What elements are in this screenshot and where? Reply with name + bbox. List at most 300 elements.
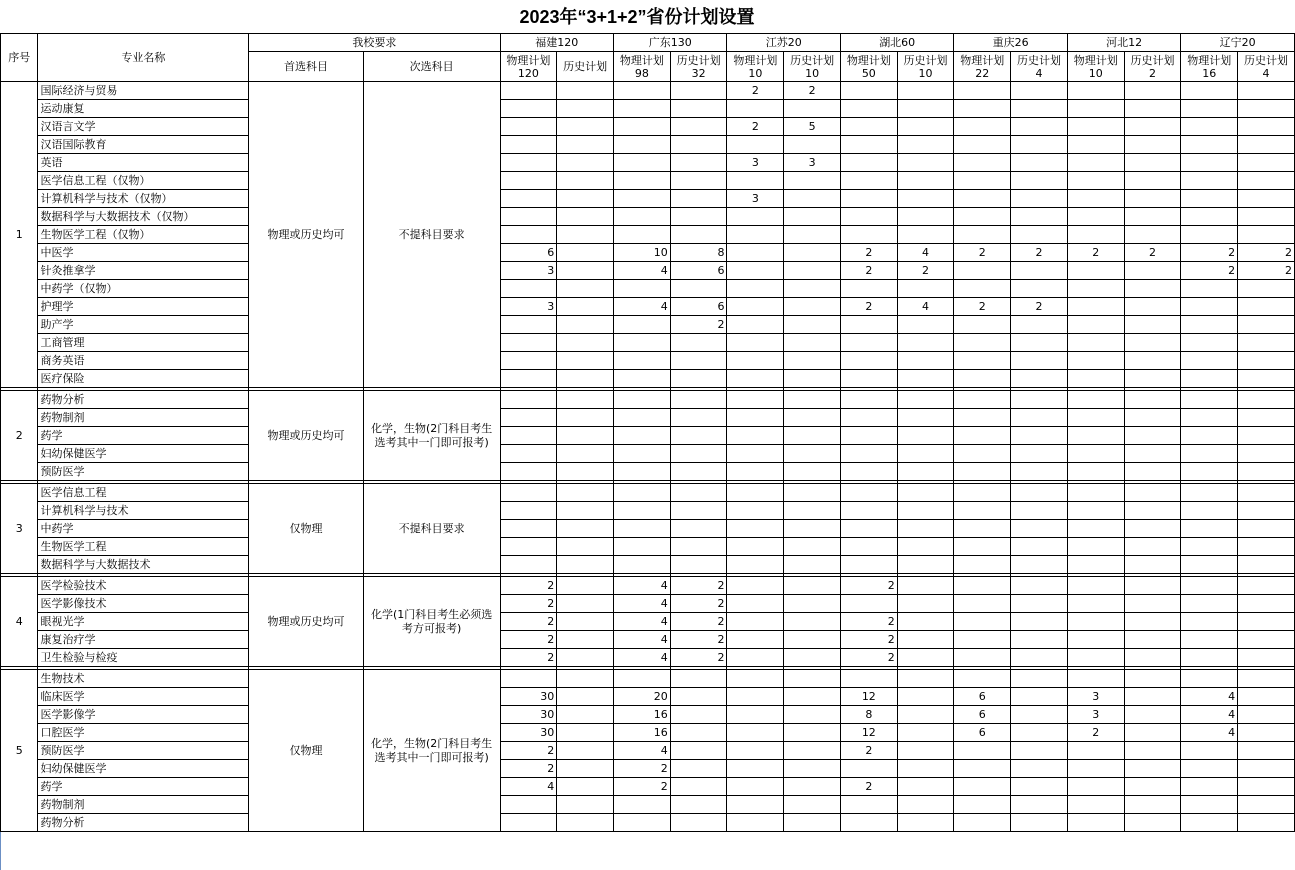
physics-plan-header: 物理计划 22 [954,52,1011,82]
plan-value: 4 [1181,724,1238,742]
plan-value [1181,556,1238,574]
plan-value [1011,226,1068,244]
group-seq: 5 [1,670,38,832]
history-plan-header: 历史计划 4 [1238,52,1295,82]
table-row [1,631,1295,649]
plan-value [840,409,897,427]
plan-value [840,226,897,244]
plan-value [1238,334,1295,352]
plan-value [954,334,1011,352]
plan-value [500,796,557,814]
plan-value [897,280,954,298]
plan-value [1124,760,1181,778]
table-row [1,226,1295,244]
second-subject-header: 次选科目 [363,52,500,82]
plan-value [557,814,614,832]
plan-value [1011,262,1068,280]
major-name: 汉语言文学 [38,118,249,136]
plan-value [1067,778,1124,796]
plan-value [670,427,727,445]
plan-value [670,538,727,556]
plan-value [1238,796,1295,814]
plan-value [897,814,954,832]
plan-value [954,484,1011,502]
plan-value [954,190,1011,208]
plan-value [1011,649,1068,667]
plan-value [1067,262,1124,280]
plan-value [784,226,841,244]
plan-value [557,649,614,667]
plan-value [1011,316,1068,334]
plan-value [1011,520,1068,538]
plan-value [670,670,727,688]
plan-value: 2 [840,613,897,631]
plan-value [670,484,727,502]
plan-value [670,172,727,190]
plan-value [557,352,614,370]
plan-value [1067,556,1124,574]
plan-value [1124,649,1181,667]
plan-value [954,409,1011,427]
plan-value [784,100,841,118]
plan-value [1124,316,1181,334]
plan-value [1067,100,1124,118]
plan-value [784,445,841,463]
plan-value [1238,391,1295,409]
plan-value [1067,484,1124,502]
plan-value: 12 [840,688,897,706]
group-first-subject: 物理或历史均可 [249,82,364,388]
plan-value: 2 [727,118,784,136]
plan-value [1011,484,1068,502]
plan-value [557,136,614,154]
plan-value [614,352,671,370]
plan-value [1124,391,1181,409]
plan-value [670,706,727,724]
plan-value: 2 [897,262,954,280]
plan-value [614,118,671,136]
group-first-subject: 仅物理 [249,670,364,832]
plan-value [897,688,954,706]
major-name: 眼视光学 [38,613,249,631]
plan-value [784,484,841,502]
plan-value [784,649,841,667]
province-header: 河北12 [1067,34,1180,52]
plan-value [1238,577,1295,595]
group-seq: 1 [1,82,38,388]
table-row [1,502,1295,520]
plan-value [670,280,727,298]
major-name: 药物分析 [38,391,249,409]
plan-value [557,334,614,352]
major-name: 预防医学 [38,742,249,760]
major-name: 医疗保险 [38,370,249,388]
plan-value: 8 [670,244,727,262]
plan-value [614,484,671,502]
plan-value [1067,226,1124,244]
table-row [1,520,1295,538]
table-row [1,154,1295,172]
plan-value [727,577,784,595]
plan-value [840,172,897,190]
plan-value [1238,280,1295,298]
plan-value [897,577,954,595]
plan-value [1181,391,1238,409]
plan-value [1238,208,1295,226]
plan-value [784,502,841,520]
plan-value [557,154,614,172]
plan-value [670,208,727,226]
table-row [1,556,1295,574]
plan-value: 2 [670,649,727,667]
plan-value [954,280,1011,298]
plan-value [954,226,1011,244]
plan-value [784,409,841,427]
plan-value [1238,595,1295,613]
province-header: 广东130 [614,34,727,52]
plan-value [727,391,784,409]
group-first-subject: 物理或历史均可 [249,577,364,667]
plan-value [1067,796,1124,814]
major-name: 药物制剂 [38,796,249,814]
province-header: 湖北60 [840,34,953,52]
plan-value [897,409,954,427]
plan-value [897,154,954,172]
major-name: 卫生检验与检疫 [38,649,249,667]
plan-value [1067,208,1124,226]
major-name: 中药学（仅物） [38,280,249,298]
plan-value [1067,370,1124,388]
table-row [1,298,1295,316]
plan-value [727,724,784,742]
plan-value [727,613,784,631]
plan-value: 6 [954,724,1011,742]
major-name: 生物技术 [38,670,249,688]
plan-value [1238,631,1295,649]
major-name: 英语 [38,154,249,172]
plan-value [614,463,671,481]
plan-value [1181,172,1238,190]
plan-value [840,538,897,556]
plan-value [1238,688,1295,706]
plan-value [897,352,954,370]
plan-value [1238,706,1295,724]
plan-value [557,298,614,316]
plan-value [1124,118,1181,136]
table-row [1,262,1295,280]
plan-value [954,445,1011,463]
plan-value [897,484,954,502]
plan-value: 3 [500,262,557,280]
group-seq: 4 [1,577,38,667]
plan-value [1011,118,1068,136]
plan-value [670,226,727,244]
plan-value [954,352,1011,370]
plan-value [1181,334,1238,352]
plan-value: 6 [500,244,557,262]
plan-value [557,208,614,226]
plan-value [1181,118,1238,136]
plan-value [614,370,671,388]
plan-value: 2 [840,778,897,796]
plan-value [557,226,614,244]
plan-value: 20 [614,688,671,706]
major-name: 医学信息工程（仅物） [38,172,249,190]
plan-value [670,760,727,778]
plan-value [784,391,841,409]
plan-value [840,463,897,481]
plan-value [1181,484,1238,502]
plan-value [1181,577,1238,595]
plan-value [1238,316,1295,334]
plan-value [500,520,557,538]
plan-value [1067,391,1124,409]
plan-value [557,172,614,190]
plan-value [1067,463,1124,481]
plan-value [784,244,841,262]
plan-value [1238,538,1295,556]
plan-value [614,556,671,574]
plan-value: 2 [840,577,897,595]
plan-value [500,556,557,574]
plan-value [954,778,1011,796]
plan-value [1124,613,1181,631]
plan-value [1238,814,1295,832]
physics-plan-header: 物理计划 98 [614,52,671,82]
plan-value [840,445,897,463]
history-plan-header: 历史计划 10 [897,52,954,82]
plan-value [614,502,671,520]
plan-value [1124,172,1181,190]
major-name: 生物医学工程（仅物） [38,226,249,244]
plan-value [1181,670,1238,688]
plan-value [557,595,614,613]
plan-value: 2 [500,577,557,595]
plan-value [840,316,897,334]
plan-value [1067,154,1124,172]
plan-value [1011,190,1068,208]
major-name: 商务英语 [38,352,249,370]
plan-value [1124,538,1181,556]
group-first-subject: 物理或历史均可 [249,391,364,481]
plan-value [897,100,954,118]
plan-value [670,742,727,760]
plan-value [1181,82,1238,100]
plan-value [670,688,727,706]
plan-value [500,670,557,688]
plan-value [727,208,784,226]
plan-value [784,136,841,154]
plan-value: 2 [840,262,897,280]
plan-value [727,244,784,262]
plan-value [500,427,557,445]
plan-value [840,82,897,100]
plan-value [840,118,897,136]
plan-value: 6 [670,262,727,280]
plan-value [670,502,727,520]
plan-value [670,118,727,136]
plan-value [784,631,841,649]
plan-value [1011,556,1068,574]
plan-value [784,577,841,595]
table-row [1,208,1295,226]
plan-value [1124,427,1181,445]
plan-value [727,796,784,814]
plan-value [1124,409,1181,427]
group-first-subject: 仅物理 [249,484,364,574]
plan-value [840,190,897,208]
plan-value [727,262,784,280]
plan-value: 4 [500,778,557,796]
major-name: 预防医学 [38,463,249,481]
plan-value [784,796,841,814]
plan-value [557,778,614,796]
plan-value: 2 [670,316,727,334]
physics-plan-header: 物理计划 50 [840,52,897,82]
plan-value [840,427,897,445]
plan-value [670,463,727,481]
plan-value [614,136,671,154]
plan-value [784,538,841,556]
plan-value: 2 [840,244,897,262]
table-row [1,244,1295,262]
plan-value [1067,520,1124,538]
seq-header: 序号 [1,34,38,82]
physics-plan-header: 物理计划 120 [500,52,557,82]
plan-value [1124,100,1181,118]
plan-value [557,742,614,760]
plan-value [1067,631,1124,649]
plan-value [1124,208,1181,226]
plan-value: 4 [897,298,954,316]
plan-value: 2 [1067,724,1124,742]
plan-value [1011,280,1068,298]
plan-value: 2 [784,82,841,100]
plan-value [1124,370,1181,388]
plan-value: 4 [614,742,671,760]
plan-value [897,445,954,463]
plan-value [670,190,727,208]
plan-value [954,631,1011,649]
plan-value [727,100,784,118]
plan-value [954,595,1011,613]
plan-value [1181,100,1238,118]
history-plan-header: 历史计划 4 [1011,52,1068,82]
plan-value [500,445,557,463]
plan-value [1124,352,1181,370]
plan-value: 3 [727,154,784,172]
plan-value [500,409,557,427]
plan-value [1067,136,1124,154]
plan-value [1238,172,1295,190]
table-row [1,796,1295,814]
plan-value [840,556,897,574]
plan-value [840,595,897,613]
plan-value: 16 [614,706,671,724]
major-name: 汉语国际教育 [38,136,249,154]
plan-value: 2 [840,298,897,316]
plan-value: 10 [614,244,671,262]
plan-value [500,226,557,244]
plan-value [954,154,1011,172]
plan-value: 6 [954,688,1011,706]
plan-value [840,814,897,832]
major-name: 中医学 [38,244,249,262]
plan-value [1238,409,1295,427]
plan-value [1238,649,1295,667]
plan-value [1181,814,1238,832]
major-name: 医学检验技术 [38,577,249,595]
plan-value [557,262,614,280]
plan-value [727,649,784,667]
plan-value [614,100,671,118]
plan-value [897,370,954,388]
plan-value [897,226,954,244]
plan-value [727,445,784,463]
plan-value [1238,190,1295,208]
plan-value [670,724,727,742]
plan-value [727,556,784,574]
plan-value [670,520,727,538]
plan-value: 2 [1238,262,1295,280]
plan-value [1067,742,1124,760]
plan-value [1181,352,1238,370]
plan-value [614,280,671,298]
plan-value [500,352,557,370]
plan-value [897,778,954,796]
group-second-subject: 化学，生物(2门科目考生选考其中一门即可报考) [363,670,500,832]
plan-value [614,814,671,832]
plan-value [897,190,954,208]
major-name: 工商管理 [38,334,249,352]
plan-value [1067,427,1124,445]
plan-value [954,172,1011,190]
plan-value [500,100,557,118]
plan-value: 2 [727,82,784,100]
plan-value [1011,172,1068,190]
plan-value [1181,427,1238,445]
major-name: 临床医学 [38,688,249,706]
plan-value: 4 [897,244,954,262]
plan-value [784,778,841,796]
plan-value [500,172,557,190]
plan-value [727,226,784,244]
plan-value [670,136,727,154]
plan-value [1011,445,1068,463]
plan-value [557,82,614,100]
plan-value [897,760,954,778]
plan-value [1238,463,1295,481]
table-row [1,778,1295,796]
plan-value: 16 [614,724,671,742]
province-header: 福建120 [500,34,613,52]
province-header: 江苏20 [727,34,840,52]
plan-value: 2 [670,613,727,631]
plan-value [1181,520,1238,538]
plan-value [784,427,841,445]
plan-value [670,154,727,172]
table-row [1,445,1295,463]
plan-value [1067,352,1124,370]
plan-value [897,796,954,814]
plan-value [1238,724,1295,742]
plan-value [840,100,897,118]
table-row [1,538,1295,556]
plan-value [1067,172,1124,190]
plan-value [954,577,1011,595]
plan-value [727,298,784,316]
plan-value [1181,370,1238,388]
